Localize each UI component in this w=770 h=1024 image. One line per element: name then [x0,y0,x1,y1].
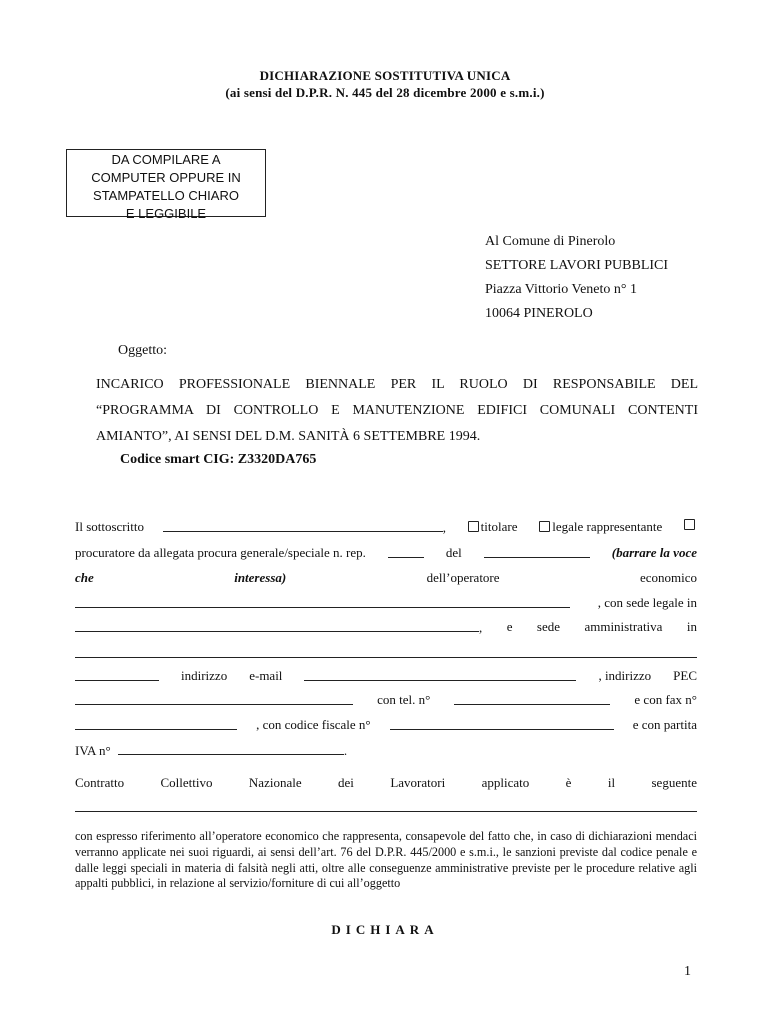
page-number: 1 [684,964,691,979]
name-field[interactable] [163,519,443,532]
dichiara-heading: DICHIARA [331,922,439,937]
fax-field[interactable] [75,717,237,730]
document-subtitle: (ai sensi del D.P.R. N. 445 del 28 dicembre 2000 e s.m.i.) [225,85,545,100]
sede-amministrativa-field[interactable] [75,657,697,658]
email-field[interactable] [304,668,576,681]
label-sottoscritto: Il sottoscritto [75,519,144,534]
contratto-word: applicato [481,775,530,790]
contratto-word: dei [338,775,354,790]
label-iva: IVA n° [75,743,111,758]
label-indirizzo-pec: , indirizzo [598,668,652,683]
tax-code-field[interactable] [390,717,614,730]
label-legale: legale rappresentante [552,519,663,534]
label-amministrativa: amministrativa [584,619,663,634]
label-indirizzo: indirizzo [181,668,228,683]
procura-date-field[interactable] [484,545,590,558]
form-line-tel-fax [75,692,697,708]
legale-checkbox[interactable] [539,521,550,532]
form-line-sede-legale [75,595,697,611]
contratto-word: il [607,775,616,790]
label-barrare: (barrare la voce [611,545,697,560]
contratto-word: Collettivo [160,775,213,790]
fill-instructions-box [66,149,266,221]
period: . [343,743,348,758]
contratto-word: è [565,775,572,790]
form-line-operatore [75,570,697,586]
label-email: e-mail [249,668,283,683]
contratto-word: seguente [651,775,697,790]
label-dell-operatore: dell’operatore [426,570,500,585]
form-line-contratto [75,775,697,791]
label-pec: PEC [673,668,697,683]
contratto-word: Nazionale [248,775,302,790]
label-sede: sede [536,619,561,634]
label-titolare: titolare [480,519,518,534]
phone-field[interactable] [454,692,610,705]
pec-field[interactable] [75,692,353,705]
sede-legale-field[interactable] [75,619,479,632]
notice-line: STAMPATELLO CHIARO [93,188,239,203]
notice-line: E LEGGIBILE [125,206,207,221]
sede-amministrativa-field-end[interactable] [75,668,159,681]
label-che: che [75,570,94,585]
operator-name-field[interactable] [75,595,570,608]
label-con-tel: con tel. n° [377,692,431,707]
comma: , [442,520,446,535]
subject-text: INCARICO PROFESSIONALE BIENNALE PER IL RUOLO DI RESPONSABILE DEL “PROGRAMMA DI CONTROLLO E MANUTENZIONE EDIFICI COMUNALI CONTENTI AMIANTO”, AI SENSI DEL D.M. SANITÀ 6 SETTEMBRE 1994. [96,377,698,444]
subject-label: Oggetto: [118,343,167,358]
label-economico: economico [639,570,697,585]
document-title: DICHIARAZIONE SOSTITUTIVA UNICA [259,68,511,83]
cig-code: Codice smart CIG: Z3320DA765 [120,452,317,467]
contratto-word: Contratto [75,775,125,790]
form-line-sede-amministrativa [75,619,697,636]
form-line-codice-fiscale [75,717,697,733]
comma: , [479,620,483,635]
form-line-email [75,668,697,684]
label-in: in [686,619,697,634]
rep-number-field[interactable] [388,545,424,558]
recipient-line: Piazza Vittorio Veneto n° 1 [485,282,637,297]
contract-field[interactable] [75,811,697,812]
label-sede-legale: , con sede legale in [597,595,697,610]
form-line-sottoscritto [75,519,697,536]
form-line-procuratore [75,545,697,561]
recipient-line: SETTORE LAVORI PUBBLICI [485,258,669,273]
notice-line: COMPUTER OPPURE IN [91,170,241,185]
notice-line: DA COMPILARE A [111,152,221,167]
label-del: del [445,545,462,560]
label-interessa: interessa) [234,570,287,585]
recipient-line: 10064 PINEROLO [485,306,593,321]
titolare-checkbox[interactable] [468,521,479,532]
label-codice-fiscale: , con codice fiscale n° [256,717,371,732]
label-e: e [506,619,513,634]
label-con-fax: e con fax n° [634,692,697,707]
procuratore-checkbox[interactable] [684,519,695,530]
recipient-line: Al Comune di Pinerolo [485,234,616,249]
label-partita: e con partita [632,717,697,732]
form-line-iva [75,742,697,759]
label-procuratore: procuratore da allegata procura generale/speciale n. rep. [75,545,366,560]
contratto-word: Lavoratori [390,775,446,790]
declaration-paragraph: con espresso riferimento all’operatore economico che rappresenta, consapevole del fatto che, in caso di dichiarazioni mendaci verranno applicate nei suoi riguardi, ai sensi dell’art. 76 del D.P.R. 445/2000 e s.m.i., le sanzioni previste dal codice penale e dalle leggi speciali in materia di falsità negli atti, oltre alle conseguenze amministrative previste per le procedure relative agli appalti pubblici, in relazione al servizio/forniture di cui all’oggetto [75,829,697,891]
vat-number-field[interactable] [118,742,344,755]
